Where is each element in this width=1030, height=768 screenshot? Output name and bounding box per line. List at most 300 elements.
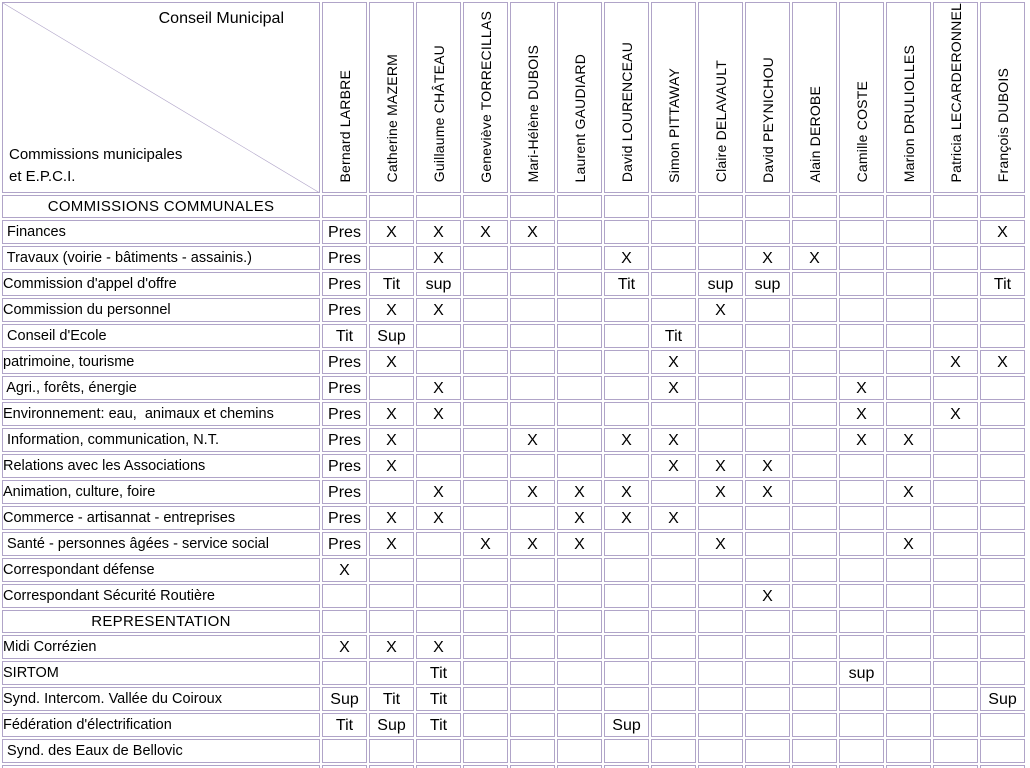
member-name: Bernard LARBRE bbox=[336, 69, 353, 183]
membership-cell bbox=[510, 558, 555, 582]
membership-cell bbox=[510, 298, 555, 322]
membership-cell bbox=[698, 661, 743, 685]
membership-cell: X bbox=[369, 635, 414, 659]
section-shaded-cell bbox=[463, 610, 508, 633]
membership-cell: X bbox=[745, 246, 790, 270]
membership-cell bbox=[839, 480, 884, 504]
membership-cell: Sup bbox=[322, 687, 367, 711]
membership-cell: X bbox=[604, 246, 649, 270]
membership-cell bbox=[651, 272, 696, 296]
membership-cell bbox=[792, 480, 837, 504]
membership-cell bbox=[933, 506, 978, 530]
member-name: Camille COSTE bbox=[853, 81, 870, 183]
membership-cell: X bbox=[604, 506, 649, 530]
corner-label-commissions-line1: Commissions municipales bbox=[9, 145, 183, 163]
membership-cell: sup bbox=[839, 661, 884, 685]
membership-cell: Pres bbox=[322, 220, 367, 244]
section-shaded-cell bbox=[745, 195, 790, 218]
section-shaded-cell bbox=[322, 195, 367, 218]
membership-cell: Tit bbox=[604, 272, 649, 296]
membership-cell bbox=[839, 324, 884, 348]
membership-cell bbox=[980, 739, 1025, 763]
membership-cell: Pres bbox=[322, 402, 367, 426]
row-label: Travaux (voirie - bâtiments - assainis.) bbox=[2, 246, 320, 270]
member-name: David LOURENCEAU bbox=[618, 42, 635, 183]
membership-cell bbox=[980, 428, 1025, 452]
membership-cell: X bbox=[839, 402, 884, 426]
membership-cell bbox=[839, 272, 884, 296]
member-name: Laurent GAUDIARD bbox=[571, 53, 588, 183]
membership-cell bbox=[557, 661, 602, 685]
membership-cell bbox=[416, 324, 461, 348]
table-row bbox=[2, 454, 1025, 478]
membership-cell: X bbox=[416, 298, 461, 322]
member-name: François DUBOIS bbox=[994, 68, 1011, 183]
membership-cell: X bbox=[463, 220, 508, 244]
section-shaded-cell bbox=[980, 610, 1025, 633]
row-label: Synd. des Eaux de Bellovic bbox=[2, 739, 320, 763]
membership-cell bbox=[369, 480, 414, 504]
membership-cell bbox=[745, 220, 790, 244]
membership-cell bbox=[933, 272, 978, 296]
membership-cell: X bbox=[416, 506, 461, 530]
membership-cell bbox=[463, 454, 508, 478]
membership-cell bbox=[604, 558, 649, 582]
column-header-member-3 bbox=[463, 2, 508, 193]
row-label: Finances bbox=[2, 220, 320, 244]
membership-cell: X bbox=[651, 376, 696, 400]
membership-cell bbox=[651, 635, 696, 659]
membership-cell bbox=[698, 687, 743, 711]
membership-cell bbox=[933, 298, 978, 322]
membership-cell: X bbox=[416, 220, 461, 244]
membership-cell bbox=[839, 739, 884, 763]
membership-cell bbox=[933, 220, 978, 244]
membership-cell: X bbox=[839, 428, 884, 452]
membership-cell bbox=[557, 246, 602, 270]
membership-cell bbox=[698, 713, 743, 737]
membership-cell bbox=[792, 454, 837, 478]
section-shaded-cell bbox=[886, 610, 931, 633]
membership-cell bbox=[933, 480, 978, 504]
membership-cell bbox=[886, 584, 931, 608]
membership-cell: X bbox=[416, 635, 461, 659]
membership-cell: X bbox=[369, 454, 414, 478]
membership-cell bbox=[604, 687, 649, 711]
membership-cell bbox=[322, 584, 367, 608]
table-row bbox=[2, 506, 1025, 530]
row-label: Relations avec les Associations bbox=[2, 454, 320, 478]
membership-cell bbox=[510, 376, 555, 400]
membership-cell: X bbox=[604, 480, 649, 504]
membership-cell bbox=[886, 661, 931, 685]
section-shaded-cell bbox=[792, 195, 837, 218]
membership-cell bbox=[980, 480, 1025, 504]
membership-cell: Tit bbox=[322, 324, 367, 348]
membership-cell bbox=[322, 661, 367, 685]
membership-cell bbox=[980, 635, 1025, 659]
section-shaded-cell bbox=[510, 195, 555, 218]
header-row bbox=[2, 2, 1025, 193]
membership-cell bbox=[839, 454, 884, 478]
column-header-member-11 bbox=[839, 2, 884, 193]
membership-cell bbox=[839, 532, 884, 556]
membership-cell bbox=[510, 350, 555, 374]
membership-cell: X bbox=[980, 350, 1025, 374]
membership-cell bbox=[463, 350, 508, 374]
membership-cell bbox=[839, 635, 884, 659]
membership-cell bbox=[463, 480, 508, 504]
membership-cell bbox=[557, 324, 602, 348]
membership-cell bbox=[886, 713, 931, 737]
membership-cell bbox=[369, 661, 414, 685]
membership-cell bbox=[792, 324, 837, 348]
membership-cell bbox=[933, 713, 978, 737]
membership-cell bbox=[745, 635, 790, 659]
membership-cell bbox=[839, 246, 884, 270]
membership-cell: Sup bbox=[369, 713, 414, 737]
membership-cell bbox=[980, 506, 1025, 530]
membership-cell bbox=[698, 558, 743, 582]
section-shaded-cell bbox=[510, 610, 555, 633]
membership-cell: X bbox=[369, 506, 414, 530]
row-label: Commission d'appel d'offre bbox=[2, 272, 320, 296]
column-header-member-5 bbox=[557, 2, 602, 193]
membership-cell bbox=[698, 246, 743, 270]
membership-cell bbox=[510, 454, 555, 478]
membership-cell bbox=[510, 402, 555, 426]
membership-cell: Pres bbox=[322, 298, 367, 322]
section-shaded-cell bbox=[322, 610, 367, 633]
membership-cell bbox=[745, 428, 790, 452]
section-shaded-cell bbox=[369, 195, 414, 218]
membership-cell: X bbox=[557, 532, 602, 556]
membership-cell: Tit bbox=[416, 713, 461, 737]
member-name: Simon PITTAWAY bbox=[665, 67, 682, 183]
section-shaded-cell bbox=[557, 610, 602, 633]
membership-cell bbox=[416, 428, 461, 452]
membership-cell bbox=[698, 635, 743, 659]
membership-cell bbox=[792, 220, 837, 244]
membership-cell bbox=[416, 558, 461, 582]
membership-cell: Pres bbox=[322, 506, 367, 530]
membership-cell bbox=[745, 739, 790, 763]
membership-cell: X bbox=[839, 376, 884, 400]
membership-cell: X bbox=[416, 246, 461, 270]
column-header-member-8 bbox=[698, 2, 743, 193]
membership-cell: X bbox=[886, 480, 931, 504]
membership-cell bbox=[416, 739, 461, 763]
membership-cell bbox=[463, 428, 508, 452]
membership-cell bbox=[980, 661, 1025, 685]
membership-cell bbox=[510, 739, 555, 763]
membership-cell bbox=[933, 558, 978, 582]
membership-cell: Tit bbox=[369, 272, 414, 296]
corner-label-commissions-line2: et E.P.C.I. bbox=[9, 167, 76, 185]
membership-cell bbox=[557, 298, 602, 322]
membership-cell bbox=[886, 350, 931, 374]
membership-cell: X bbox=[933, 402, 978, 426]
membership-cell bbox=[792, 635, 837, 659]
membership-cell bbox=[792, 350, 837, 374]
column-header-member-4 bbox=[510, 2, 555, 193]
membership-cell bbox=[792, 661, 837, 685]
membership-cell bbox=[510, 506, 555, 530]
membership-cell bbox=[698, 739, 743, 763]
column-header-member-7 bbox=[651, 2, 696, 193]
membership-cell: X bbox=[933, 350, 978, 374]
membership-cell bbox=[604, 324, 649, 348]
membership-cell bbox=[745, 376, 790, 400]
membership-cell bbox=[369, 246, 414, 270]
member-name: Catherine MAZERM bbox=[383, 53, 400, 183]
membership-cell bbox=[604, 376, 649, 400]
membership-cell: Pres bbox=[322, 454, 367, 478]
member-name: Geneviève TORRECILLAS bbox=[477, 10, 494, 183]
row-label: Midi Corrézien bbox=[2, 635, 320, 659]
membership-cell bbox=[557, 220, 602, 244]
membership-cell bbox=[651, 584, 696, 608]
membership-cell bbox=[792, 532, 837, 556]
section-shaded-cell bbox=[369, 610, 414, 633]
column-header-member-13 bbox=[933, 2, 978, 193]
membership-cell: X bbox=[322, 635, 367, 659]
section-row bbox=[2, 195, 1025, 218]
member-name: Alain DEROBE bbox=[806, 85, 823, 183]
column-header-member-1 bbox=[369, 2, 414, 193]
membership-cell bbox=[933, 428, 978, 452]
corner-label-council: Conseil Municipal bbox=[158, 10, 284, 27]
membership-cell bbox=[792, 739, 837, 763]
membership-cell bbox=[745, 713, 790, 737]
membership-cell: X bbox=[557, 480, 602, 504]
section-shaded-cell bbox=[651, 195, 696, 218]
membership-cell bbox=[651, 480, 696, 504]
membership-cell bbox=[604, 220, 649, 244]
membership-cell bbox=[557, 350, 602, 374]
column-header-member-12 bbox=[886, 2, 931, 193]
membership-cell bbox=[980, 713, 1025, 737]
membership-cell: Tit bbox=[416, 661, 461, 685]
membership-cell: X bbox=[369, 350, 414, 374]
table-row bbox=[2, 687, 1025, 711]
membership-cell bbox=[651, 246, 696, 270]
membership-cell: X bbox=[651, 350, 696, 374]
membership-cell: X bbox=[369, 532, 414, 556]
membership-cell bbox=[463, 558, 508, 582]
membership-cell bbox=[463, 376, 508, 400]
membership-cell: X bbox=[416, 402, 461, 426]
row-label: Correspondant Sécurité Routière bbox=[2, 584, 320, 608]
membership-cell: sup bbox=[745, 272, 790, 296]
row-label: Animation, culture, foire bbox=[2, 480, 320, 504]
membership-cell bbox=[933, 739, 978, 763]
membership-cell: sup bbox=[416, 272, 461, 296]
row-label: Commerce - artisannat - entreprises bbox=[2, 506, 320, 530]
membership-cell bbox=[839, 584, 884, 608]
membership-cell bbox=[698, 350, 743, 374]
membership-cell bbox=[604, 739, 649, 763]
membership-cell bbox=[839, 350, 884, 374]
membership-cell bbox=[604, 298, 649, 322]
section-title: REPRESENTATION bbox=[2, 610, 320, 633]
membership-cell: X bbox=[698, 480, 743, 504]
membership-cell bbox=[933, 661, 978, 685]
membership-cell: X bbox=[369, 220, 414, 244]
membership-cell bbox=[745, 506, 790, 530]
membership-cell: X bbox=[557, 506, 602, 530]
section-shaded-cell bbox=[839, 610, 884, 633]
table-row bbox=[2, 272, 1025, 296]
section-shaded-cell bbox=[933, 195, 978, 218]
table-row bbox=[2, 220, 1025, 244]
membership-cell: Pres bbox=[322, 272, 367, 296]
table-row bbox=[2, 324, 1025, 348]
membership-cell bbox=[980, 376, 1025, 400]
membership-cell: sup bbox=[698, 272, 743, 296]
membership-cell: Pres bbox=[322, 246, 367, 270]
membership-cell bbox=[933, 584, 978, 608]
membership-cell: X bbox=[510, 480, 555, 504]
membership-cell bbox=[416, 532, 461, 556]
membership-cell: X bbox=[651, 506, 696, 530]
membership-cell: X bbox=[886, 428, 931, 452]
section-shaded-cell bbox=[604, 610, 649, 633]
membership-cell bbox=[886, 506, 931, 530]
membership-cell bbox=[980, 454, 1025, 478]
membership-cell bbox=[886, 454, 931, 478]
membership-cell bbox=[510, 635, 555, 659]
membership-cell bbox=[557, 454, 602, 478]
table-row bbox=[2, 532, 1025, 556]
table-row bbox=[2, 298, 1025, 322]
membership-cell: X bbox=[510, 220, 555, 244]
membership-cell bbox=[839, 220, 884, 244]
membership-cell bbox=[463, 635, 508, 659]
section-shaded-cell bbox=[745, 610, 790, 633]
membership-cell bbox=[322, 739, 367, 763]
membership-cell bbox=[510, 324, 555, 348]
membership-cell: Pres bbox=[322, 480, 367, 504]
membership-cell: X bbox=[651, 454, 696, 478]
membership-cell bbox=[980, 532, 1025, 556]
membership-cell: Tit bbox=[651, 324, 696, 348]
membership-cell bbox=[698, 376, 743, 400]
member-name: David PEYNICHOU bbox=[759, 56, 776, 183]
membership-cell bbox=[604, 454, 649, 478]
section-shaded-cell bbox=[651, 610, 696, 633]
membership-cell: X bbox=[745, 454, 790, 478]
table-row bbox=[2, 480, 1025, 504]
membership-cell: Tit bbox=[416, 687, 461, 711]
membership-cell bbox=[886, 246, 931, 270]
membership-cell: X bbox=[745, 480, 790, 504]
membership-cell bbox=[698, 584, 743, 608]
membership-cell: X bbox=[698, 532, 743, 556]
membership-cell: Pres bbox=[322, 376, 367, 400]
membership-cell bbox=[839, 506, 884, 530]
membership-cell bbox=[886, 558, 931, 582]
membership-cell: Pres bbox=[322, 532, 367, 556]
member-name: Guillaume CHÂTEAU bbox=[430, 45, 447, 183]
membership-cell bbox=[651, 298, 696, 322]
membership-cell bbox=[933, 635, 978, 659]
membership-cell bbox=[369, 584, 414, 608]
membership-cell bbox=[839, 298, 884, 322]
membership-cell bbox=[463, 739, 508, 763]
membership-cell bbox=[980, 584, 1025, 608]
membership-cell bbox=[792, 428, 837, 452]
membership-cell: Pres bbox=[322, 428, 367, 452]
row-label: Santé - personnes âgées - service social bbox=[2, 532, 320, 556]
membership-cell bbox=[557, 428, 602, 452]
row-label: patrimoine, tourisme bbox=[2, 350, 320, 374]
row-label: Synd. Intercom. Vallée du Coiroux bbox=[2, 687, 320, 711]
membership-cell: X bbox=[651, 428, 696, 452]
row-label: Agri., forêts, énergie bbox=[2, 376, 320, 400]
membership-cell bbox=[792, 558, 837, 582]
membership-cell: X bbox=[980, 220, 1025, 244]
member-name: Mari-Hélène DUBOIS bbox=[524, 45, 541, 183]
table-row bbox=[2, 661, 1025, 685]
membership-cell bbox=[792, 272, 837, 296]
membership-cell bbox=[604, 635, 649, 659]
membership-cell bbox=[745, 350, 790, 374]
membership-cell bbox=[933, 454, 978, 478]
row-label: SIRTOM bbox=[2, 661, 320, 685]
member-name: Patricia LECARDERONNEL bbox=[947, 3, 964, 183]
membership-cell bbox=[980, 402, 1025, 426]
membership-cell bbox=[839, 558, 884, 582]
column-header-member-14 bbox=[980, 2, 1025, 193]
membership-cell bbox=[651, 713, 696, 737]
membership-cell: Tit bbox=[980, 272, 1025, 296]
row-label: Conseil d'Ecole bbox=[2, 324, 320, 348]
row-label: Information, communication, N.T. bbox=[2, 428, 320, 452]
membership-cell bbox=[792, 687, 837, 711]
membership-cell bbox=[557, 584, 602, 608]
membership-cell bbox=[604, 661, 649, 685]
table-row bbox=[2, 246, 1025, 270]
membership-cell: X bbox=[510, 428, 555, 452]
section-shaded-cell bbox=[792, 610, 837, 633]
membership-cell bbox=[886, 635, 931, 659]
membership-cell: Sup bbox=[980, 687, 1025, 711]
membership-cell bbox=[510, 584, 555, 608]
membership-cell bbox=[933, 532, 978, 556]
membership-cell bbox=[886, 402, 931, 426]
membership-cell bbox=[839, 713, 884, 737]
membership-cell bbox=[463, 713, 508, 737]
membership-cell bbox=[557, 635, 602, 659]
column-header-member-2 bbox=[416, 2, 461, 193]
membership-cell bbox=[416, 454, 461, 478]
membership-cell bbox=[933, 376, 978, 400]
section-shaded-cell bbox=[416, 195, 461, 218]
membership-cell bbox=[980, 558, 1025, 582]
membership-cell bbox=[463, 661, 508, 685]
membership-cell: Tit bbox=[369, 687, 414, 711]
membership-cell bbox=[463, 298, 508, 322]
membership-cell bbox=[604, 350, 649, 374]
membership-cell: X bbox=[463, 532, 508, 556]
section-shaded-cell bbox=[933, 610, 978, 633]
membership-cell bbox=[792, 584, 837, 608]
membership-cell: Sup bbox=[369, 324, 414, 348]
membership-cell bbox=[698, 324, 743, 348]
membership-cell: X bbox=[604, 428, 649, 452]
membership-cell bbox=[698, 402, 743, 426]
